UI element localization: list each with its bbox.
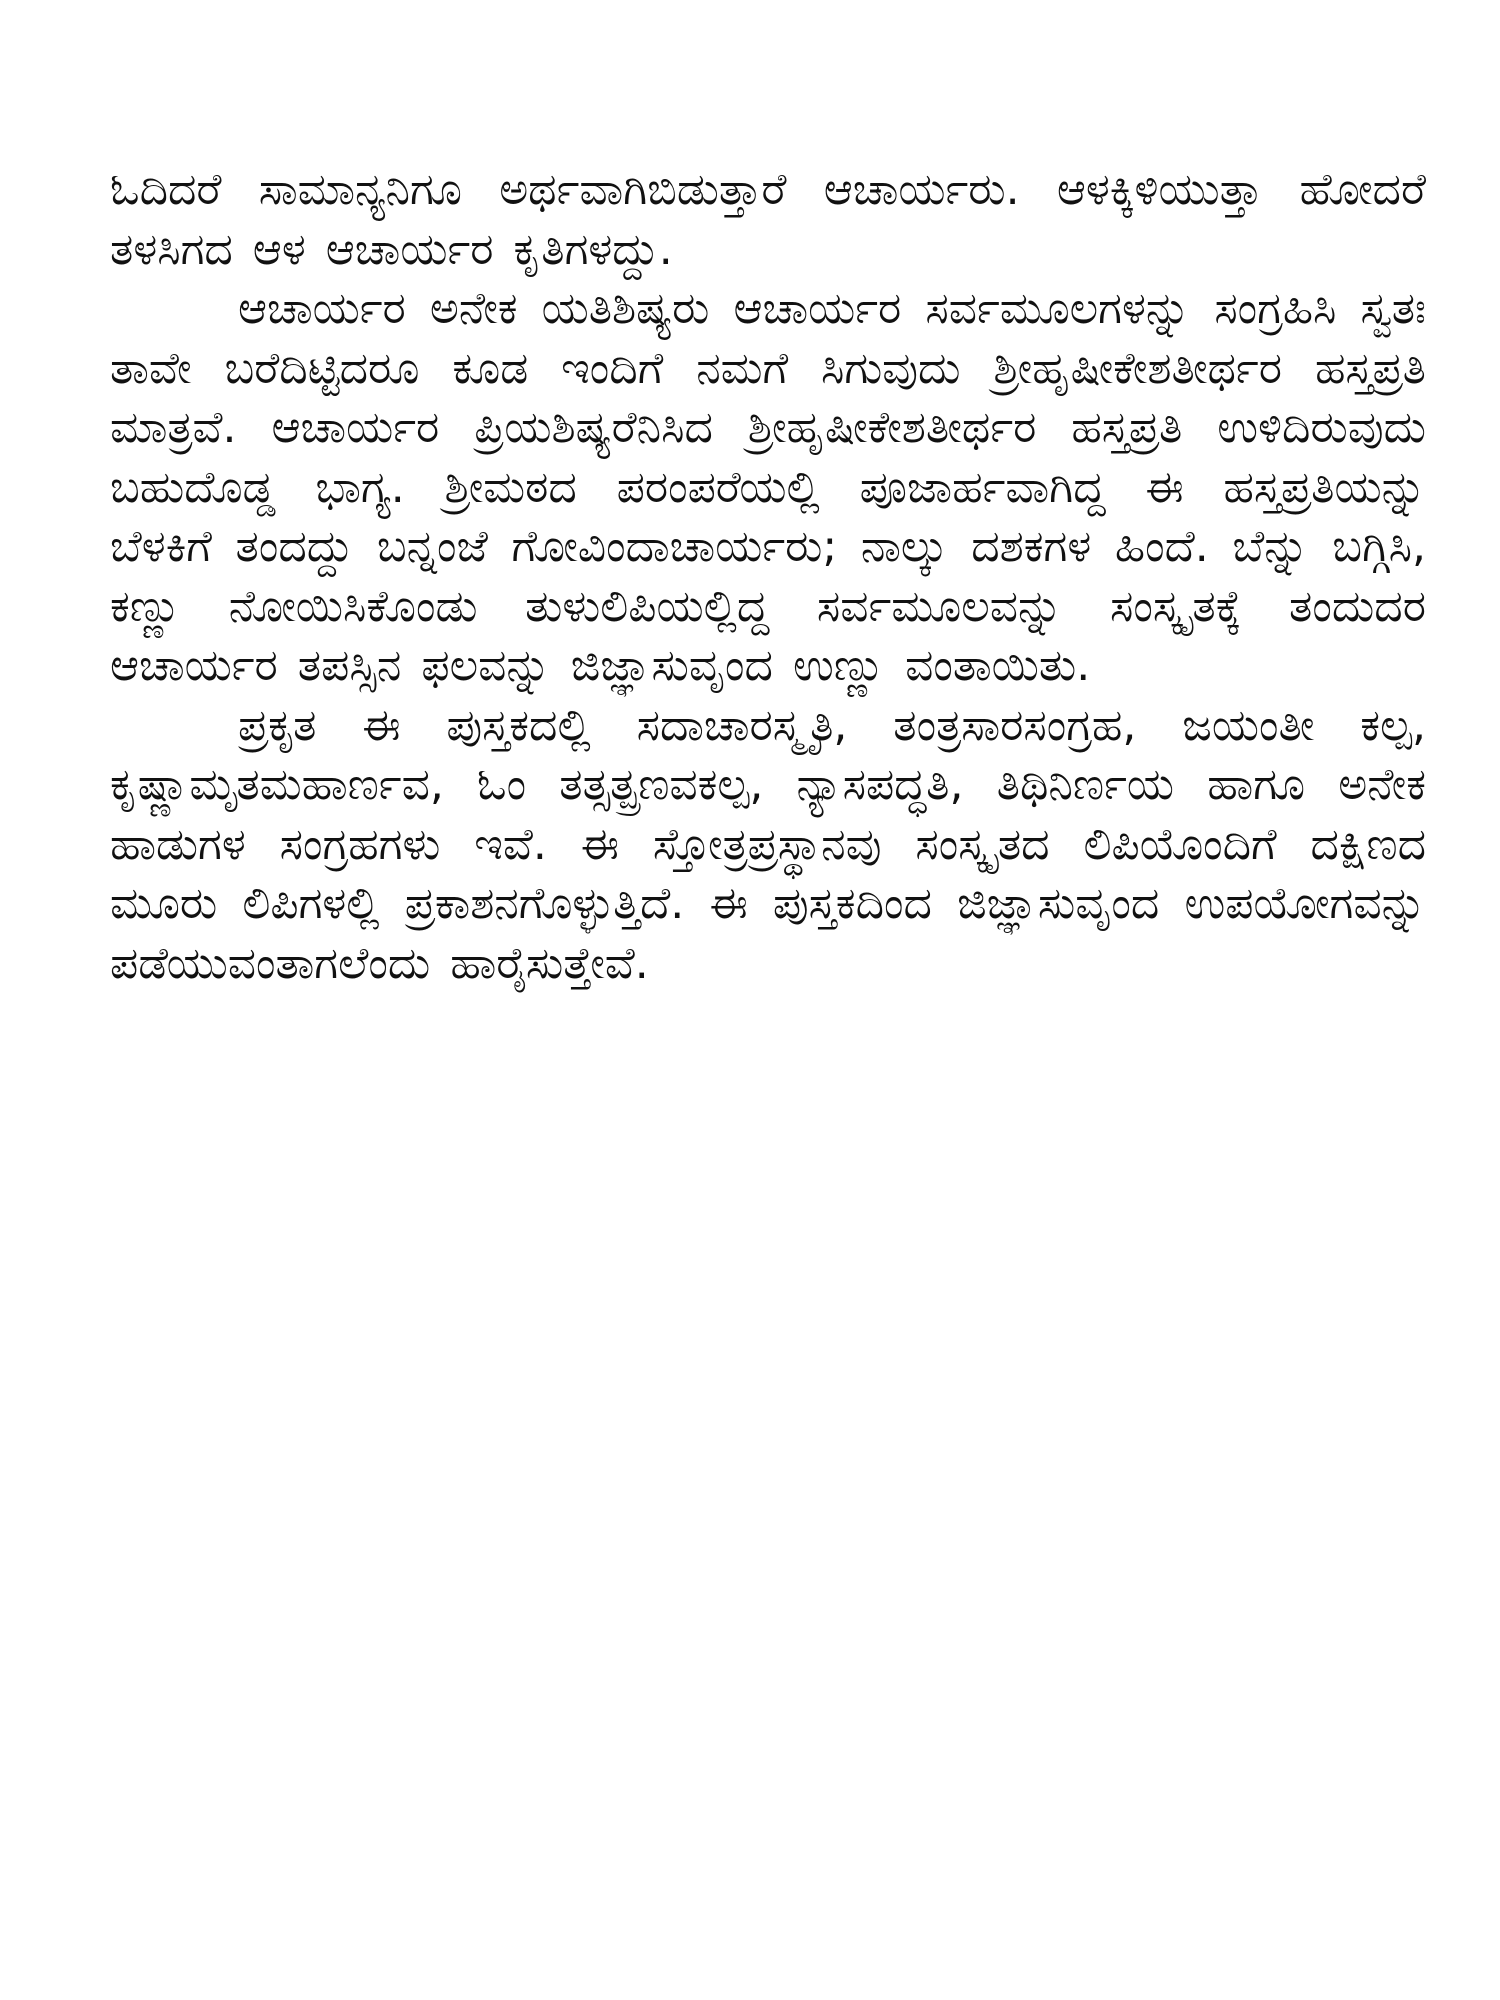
paragraph-manuscript-history: ಆಚಾರ್ಯರ ಅನೇಕ ಯತಿಶಿಷ್ಯರು ಆಚಾರ್ಯರ ಸರ್ವಮೂಲಗಳನ್ನು ಸಂಗ್ರಹಿಸಿ ಸ್ವತಃ ತಾವೇ ಬರೆದಿಟ್ಟಿದರೂ ಕೂಡ ಇಂದಿಗೆ ನಮಗೆ ಸಿಗುವುದು ಶ್ರೀಹೃಷೀಕೇಶತೀರ್ಥರ ಹಸ್ತಪ್ರತಿ ಮಾತ್ರವೆ. ಆಚಾರ್ಯರ ಪ್ರಿಯಶಿಷ್ಯರೆನಿಸಿದ ಶ್ರೀಹೃಷೀಕೇಶತೀರ್ಥರ ಹಸ್ತಪ್ರತಿ ಉಳಿದಿರುವುದು ಬಹುದೊಡ್ಡ ಭಾಗ್ಯ. ಶ್ರೀಮಠದ ಪರಂಪರೆಯಲ್ಲಿ ಪೂಜಾರ್ಹವಾಗಿದ್ದ ಈ ಹಸ್ತಪ್ರತಿಯನ್ನು ಬೆಳಕಿಗೆ ತಂದದ್ದು ಬನ್ನಂಜೆ ಗೋವಿಂದಾಚಾರ್ಯರು; ನಾಲ್ಕು ದಶಕಗಳ ಹಿಂದೆ. ಬೆನ್ನು ಬಗ್ಗಿಸಿ, ಕಣ್ಣು ನೋಯಿಸಿಕೊಂಡು ತುಳುಲಿಪಿಯಲ್ಲಿದ್ದ ಸರ್ವಮೂಲವನ್ನು ಸಂಸ್ಕೃತಕ್ಕೆ ತಂದುದರ ಆಚಾರ್ಯರ ತಪಸ್ಸಿನ ಫಲವನ್ನು ಜಿಜ್ಞಾಸುವೃಂದ ಉಣ್ಣು ವಂತಾಯಿತು. [110, 283, 1426, 691]
document-page [110, 160, 1426, 993]
paragraph-book-contents: ಪ್ರಕೃತ ಈ ಪುಸ್ತಕದಲ್ಲಿ ಸದಾಚಾರಸ್ಮೃತಿ, ತಂತ್ರಸಾರಸಂಗ್ರಹ, ಜಯಂತೀ ಕಲ್ಪ, ಕೃಷ್ಣಾಮೃತಮಹಾರ್ಣವ, ಓಂ ತತ್ಸತ್ಪ್ರಣವಕಲ್ಪ, ನ್ಯಾಸಪದ್ಧತಿ, ತಿಥಿನಿರ್ಣಯ ಹಾಗೂ ಅನೇಕ ಹಾಡುಗಳ ಸಂಗ್ರಹಗಳು ಇವೆ. ಈ ಸ್ತೋತ್ರಪ್ರಸ್ಥಾನವು ಸಂಸ್ಕೃತದ ಲಿಪಿಯೊಂದಿಗೆ ದಕ್ಷಿಣದ ಮೂರು ಲಿಪಿಗಳಲ್ಲಿ ಪ್ರಕಾಶನಗೊಳ್ಳುತ್ತಿದೆ. ಈ ಪುಸ್ತಕದಿಂದ ಜಿಜ್ಞಾಸುವೃಂದ ಉಪಯೋಗವನ್ನು ಪಡೆಯುವಂತಾಗಲೆಂದು ಹಾರೈಸುತ್ತೇವೆ. [110, 699, 1426, 989]
paragraph-continuation: ಓದಿದರೆ ಸಾಮಾನ್ಯನಿಗೂ ಅರ್ಥವಾಗಿಬಿಡುತ್ತಾರೆ ಆಚಾರ್ಯರು. ಆಳಕ್ಕಿಳಿಯುತ್ತಾ ಹೋದರೆ ತಳಸಿಗದ ಆಳ ಆಚಾರ್ಯರ ಕೃತಿಗಳದ್ದು. [110, 164, 1426, 275]
